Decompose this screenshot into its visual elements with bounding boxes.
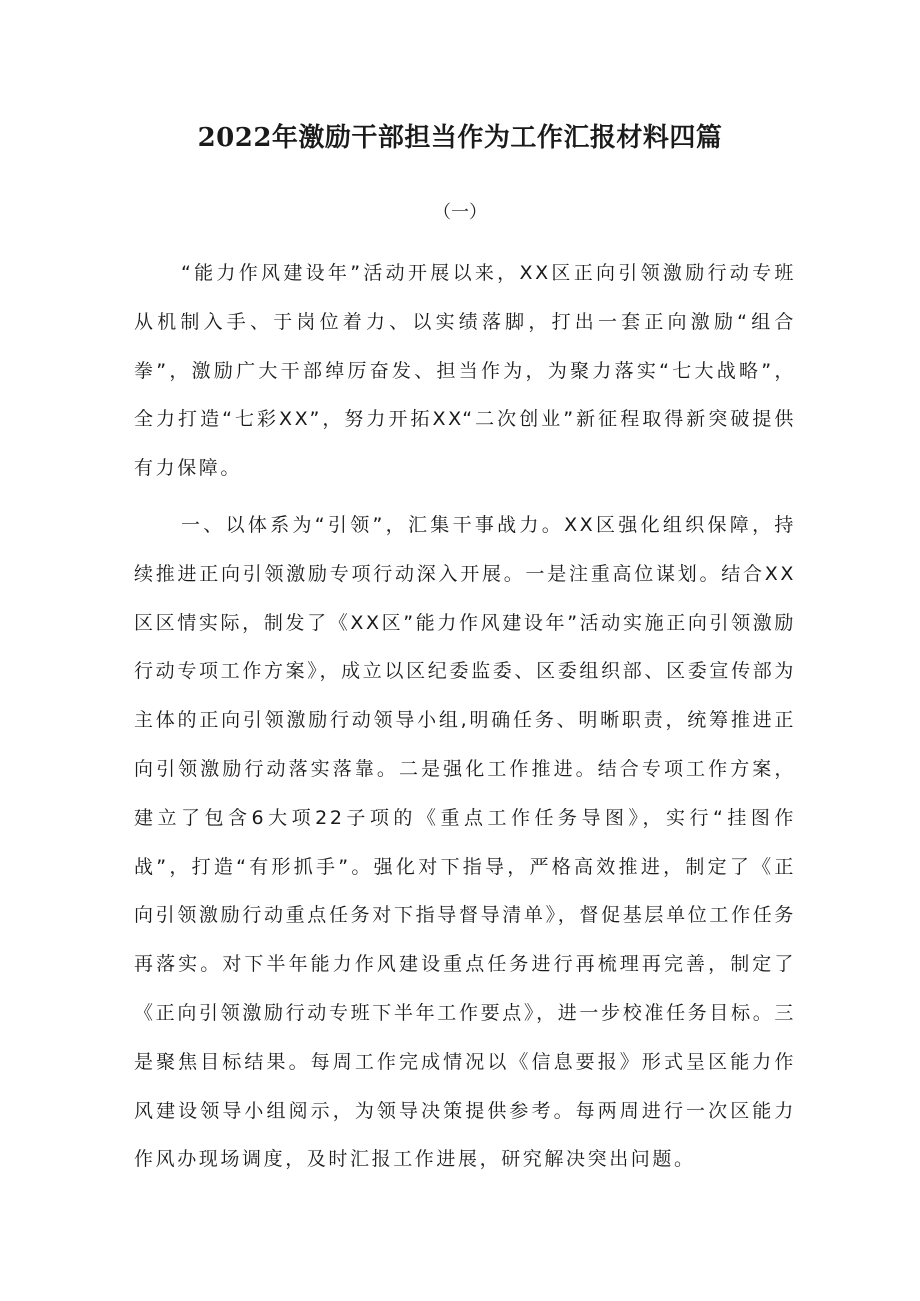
section-number: （一） [433, 202, 487, 223]
document-title: 2022年激励干部担当作为工作汇报材料四篇 [197, 123, 723, 153]
paragraph-intro: “能力作风建设年”活动开展以来，XX区正向引领激励行动专班从机制入手、于岗位着力、以实绩落脚，打出一套正向激励“组合拳”，激励广大干部绰厉奋发、担当作为，为聚力落实“七大战略”，全力打造“七彩XX”，努力开拓XX“二次创业”新征程取得新突破提供有力保障。 [134, 262, 796, 480]
paragraph-section-one: 一、以体系为“引领”，汇集干事战力。XX区强化组织保障，持续推进正向引领激励专项行动深入开展。一是注重高位谋划。结合XX区区情实际，制发了《XX区”能力作风建设年”活动实施正向引领激励行动专项工作方案》，成立以区纪委监委、区委组织部、区委宣传部为主体的正向引领激励行动领导小组,明确任务、明晰职责，统筹推进正向引领激励行动落实落靠。二是强化工作推进。结合专项工作方案，建立了包含6大项22子项的《重点工作任务导图》，实行“挂图作战”，打造“有形抓手”。强化对下指导，严格高效推进，制定了《正向引领激励行动重点任务对下指导督导清单》，督促基层单位工作任务再落实。对下半年能力作风建设重点任务进行再梳理再完善，制定了《正向引领激励行动专班下半年工作要点》，进一步校准任务目标。三是聚焦目标结果。每周工作完成情况以《信息要报》形式呈区能力作风建设领导小组阅示，为领导决策提供参考。每两周进行一次区能力作风办现场调度，及时汇报工作进展，研究解决突出问题。 [134, 514, 796, 1171]
